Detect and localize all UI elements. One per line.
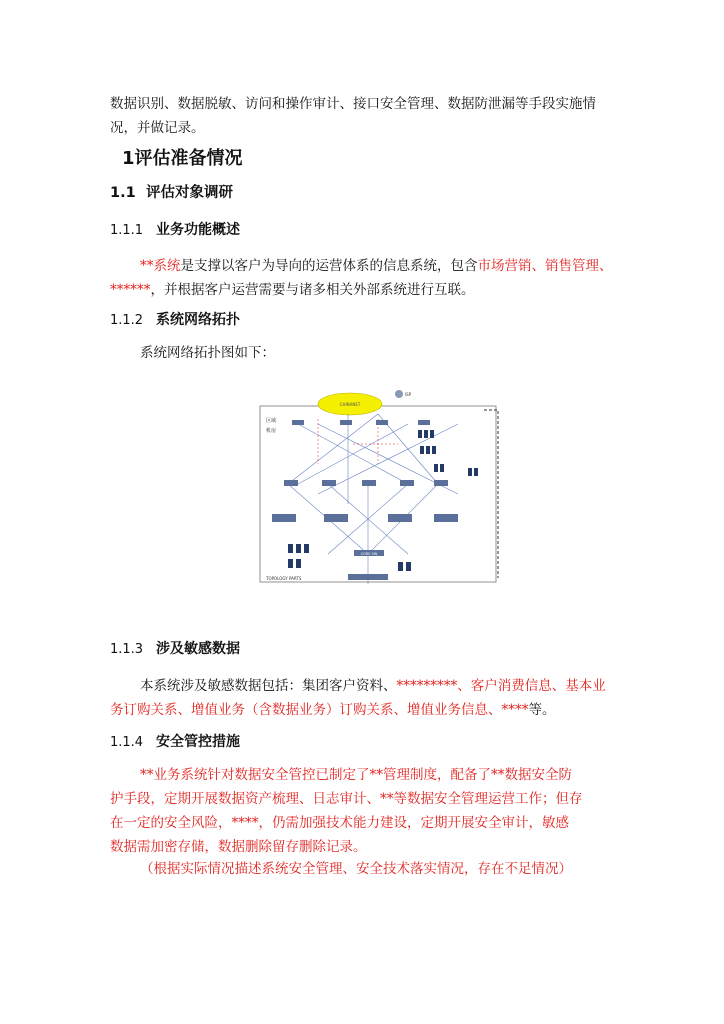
cloud-label: CHINANET xyxy=(339,402,361,407)
bottom-label: TOPOLOGY PARTS xyxy=(266,576,302,581)
overview-text-2: ，并根据客户运营需要与诸多相关外部系统进行互联。 xyxy=(150,282,475,298)
edge-router-icon xyxy=(395,390,403,398)
sensitive-highlight-1: *********、客户消费信息、基本 xyxy=(396,678,593,694)
overview-text-1: 是支撑以客户为导向的运营体系的信息系统，包含 xyxy=(180,258,478,274)
heading-1-1-3-title: 涉及敏感数据 xyxy=(156,641,240,657)
security-line-2: 护手段，定期开展数据资产梳理、日志审计、**等数据安全管理运营工作；但存 xyxy=(110,791,583,807)
overview-highlight-1: 市场营销、销售管 xyxy=(477,258,586,274)
heading-1-1-1 xyxy=(110,219,240,239)
heading-1-1-2-title: 系统网络拓扑 xyxy=(156,312,240,328)
intro-paragraph xyxy=(110,92,616,140)
system-name: **系统 xyxy=(140,258,181,274)
heading-1-1-3-num: 1.1.3 xyxy=(110,642,144,657)
heading-1-1-num: 1.1 xyxy=(110,185,136,201)
intro-line-2: 况，并做记录。 xyxy=(110,120,205,136)
heading-1-1-1-num: 1.1.1 xyxy=(110,223,144,238)
security-line-3: 在一定的安全风险，****，仍需加强技术能力建设，定期开展安全审计，敏感 xyxy=(110,815,569,831)
sensitive-highlight-2: 业务订购关系、增值业务（含数据业务）订购关系、增值业务信息、**** xyxy=(110,678,606,718)
overview-highlight-2: 理、****** xyxy=(110,258,613,298)
heading-1-1-4-title: 安全管控措施 xyxy=(156,734,240,750)
link-mesh xyxy=(288,414,458,584)
business-overview-paragraph xyxy=(110,254,616,302)
side-label-a: 区域 xyxy=(266,418,277,424)
security-line-1: **业务系统针对数据安全管控已制定了**管理制度，配备了**数据安全防 xyxy=(140,767,572,783)
heading-1 xyxy=(122,144,243,170)
server-racks xyxy=(288,430,478,571)
right-label: ISP xyxy=(405,392,412,397)
heading-1-1 xyxy=(110,181,233,202)
network-topology-diagram xyxy=(258,384,520,594)
security-line-4: 数据需加密存储，数据删除留存删除记录。 xyxy=(110,839,367,855)
heading-1-title: 评估准备情况 xyxy=(134,148,243,169)
heading-1-1-2-num: 1.1.2 xyxy=(110,313,144,328)
heading-1-1-4-num: 1.1.4 xyxy=(110,735,144,750)
heading-1-1-2 xyxy=(110,309,240,329)
heading-1-num: 1 xyxy=(122,148,135,169)
sensitive-text-1: 本系统涉及敏感数据包括：集团客户资料、 xyxy=(140,678,397,694)
sensitive-text-2: 等。 xyxy=(528,702,556,718)
guidance-note: （根据实际情况描述系统安全管理、安全技术落实情况，存在不足情况） xyxy=(140,861,572,877)
center-label: CORE SW xyxy=(360,552,378,556)
heading-1-1-3 xyxy=(110,638,240,658)
heading-1-1-title: 评估对象调研 xyxy=(146,185,233,201)
intro-line-1: 数据识别、数据脱敏、访问和操作审计、接口安全管理、数据防泄漏等手段实施情 xyxy=(110,96,596,112)
topology-intro: 系统网络拓扑图如下： xyxy=(140,345,275,361)
sensitive-data-paragraph xyxy=(110,674,616,722)
side-label-b: 机房 xyxy=(266,428,277,434)
heading-1-1-1-title: 业务功能概述 xyxy=(156,222,240,238)
security-measures-paragraph xyxy=(110,763,616,859)
heading-1-1-4 xyxy=(110,731,240,751)
